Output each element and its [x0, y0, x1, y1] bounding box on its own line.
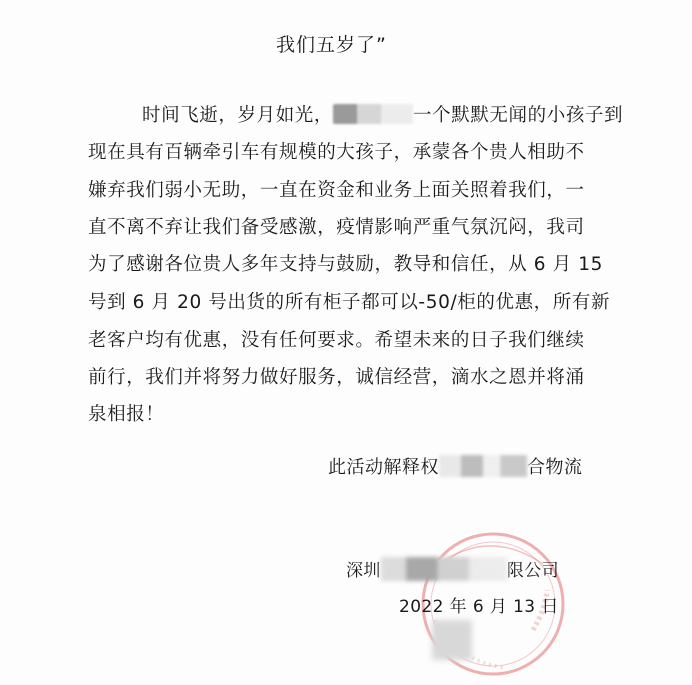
redacted-company-name — [333, 104, 413, 124]
redacted-company-full-name — [381, 557, 507, 581]
redacted-stamp-detail — [432, 620, 472, 660]
company-signature-line: 深圳 限公司 — [346, 556, 559, 581]
interpretation-right-line: 此活动解释权 合物流 — [328, 457, 583, 478]
letter-title: 我们五岁了” — [276, 34, 387, 56]
body-line-7: 老客户均有优惠，没有任何要求。希望未来的日子我们继续 — [88, 330, 585, 351]
body-line-5: 为了感谢各位贵人多年支持与鼓励，教导和信任，从 6 月 15 — [88, 254, 603, 275]
body-line-1: 时间飞逝，岁月如光， 一个默默无闻的小孩子到 — [142, 105, 624, 126]
body-line-8: 前行，我们并将努力做好服务，诚信经营，滴水之恩并将涌 — [88, 367, 585, 388]
body-line-9: 泉相报！ — [88, 404, 165, 425]
body-line-4: 直不离不弃让我们备受感激，疫情影响严重气氛沉闷，我司 — [88, 217, 585, 238]
body-line-3: 嫌弃我们弱小无助，一直在资金和业务上面关照着我们，一 — [88, 180, 585, 201]
body-line-2: 现在具有百辆牵引车有规模的大孩子，承蒙各个贵人相助不 — [88, 142, 585, 163]
redacted-logistics-name — [439, 455, 527, 477]
body-line-6: 号到 6 月 20 号出货的所有柜子都可以-50/柜的优惠，所有新 — [88, 292, 611, 313]
letter-date: 2022 年 6 月 13 日 — [399, 597, 559, 617]
